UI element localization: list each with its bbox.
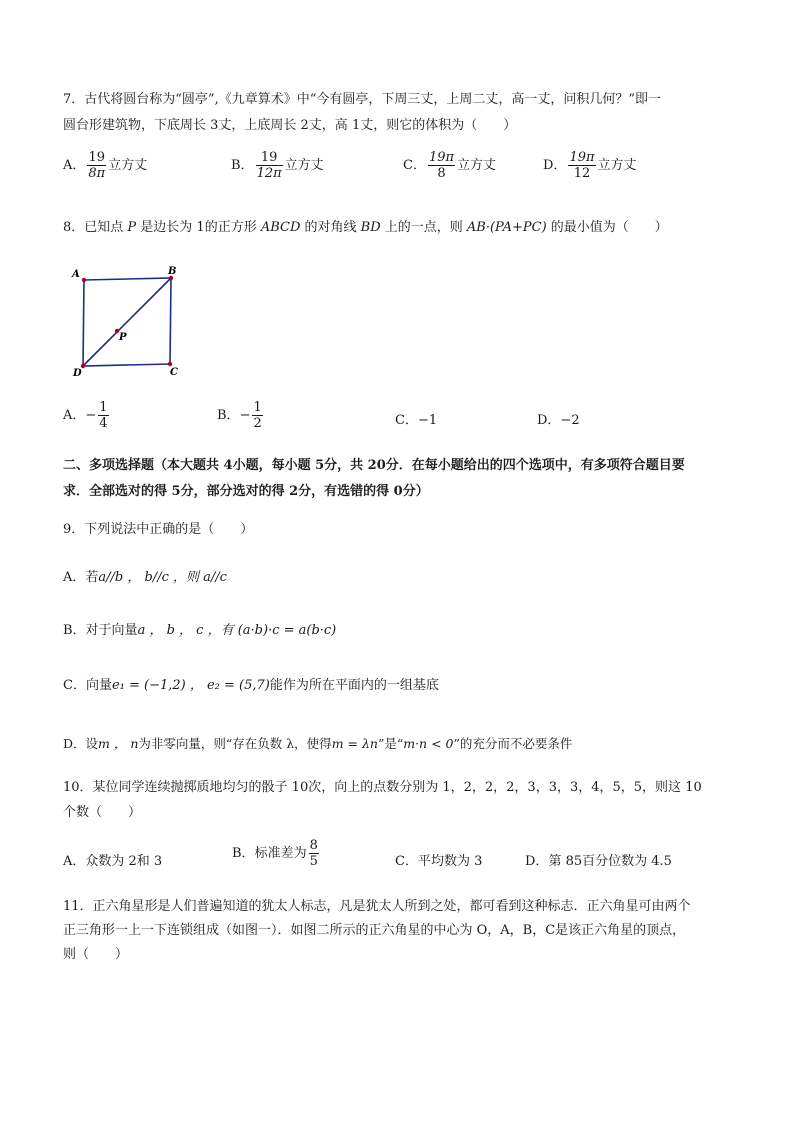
q8-stem: 8．已知点 P 是边长为 1的正方形 ABCD 的对角线 BD 上的一点，则 AB·(PA+PC) 的最小值为（ ） <box>63 220 668 235</box>
q7-option-b: B． $\frac{19}{12\pi}$ 立方丈 <box>231 150 324 181</box>
diagonal-bd <box>83 278 171 366</box>
label-a: A <box>72 269 80 280</box>
label-p: P <box>119 332 127 343</box>
section2-heading-line2: 求．全部选对的得 5分，部分选对的得 2分，有选错的得 0分） <box>63 484 429 499</box>
q7-option-a: A． $\frac{19}{8\pi}$ 立方丈 <box>63 150 148 181</box>
q7-option-c: C． $\frac{19\pi}{8}$ 立方丈 <box>403 150 497 181</box>
q10-option-b: B．标准差为 $\frac{8}{5}$ <box>232 838 318 869</box>
vertex-a-dot <box>82 278 86 282</box>
label-c: C <box>170 367 178 378</box>
q9-stem: 9．下列说法中正确的是（ ） <box>63 522 254 537</box>
section2-heading-line1: 二、多项选择题（本大题共 4小题，每小题 5分，共 20分．在每小题给出的四个选项中，有多项符合题目要 <box>63 458 685 473</box>
q10-option-d: D．第 85百分位数为 4.5 <box>525 854 672 869</box>
q7-stem-line1: 7．古代将圆台称为“圆亭”,《九章算术》中“今有圆亭，下周三丈，上周二丈，高一丈，问积几何？”即一 <box>63 92 661 107</box>
q8-vector-expression: AB·(PA+PC) <box>466 220 547 235</box>
q9-option-d: D．设m ， n为非零向量，则“存在负数 λ，使得m = λn”是“m·n < 0”的充分而不必要条件 <box>63 736 573 751</box>
q8-option-c: C．−1 <box>395 413 438 428</box>
label-b: B <box>168 266 177 277</box>
vertex-c-dot <box>168 362 172 366</box>
q9-option-c: C．向量e₁ = (−1,2) ， e₂ = (5,7)能作为所在平面内的一组基底 <box>63 678 439 693</box>
q9-option-a: A．若a//b ， b//c ，则 a//c <box>63 570 227 585</box>
q11-stem-line3: 则（ ） <box>63 947 129 962</box>
q10-stem-line2: 个数（ ） <box>63 805 142 820</box>
q10-option-c: C．平均数为 3 <box>395 854 483 869</box>
q8-option-d: D．−2 <box>537 413 580 428</box>
q7-stem-line2: 圆台形建筑物，下底周长 3丈，上底周长 2丈，高 1丈，则它的体积为（ ） <box>63 118 517 133</box>
q8-option-a: A．− $\frac{1}{4}$ <box>63 400 108 431</box>
label-d: D <box>73 368 82 379</box>
q7-option-d: D． $\frac{19\pi}{12}$ 立方丈 <box>543 150 637 181</box>
q9-option-b: B．对于向量a ， b ， c ，有 (a·b)·c = a(b·c) <box>63 623 337 638</box>
q11-stem-line2: 正三角形一上一下连锁组成（如图一）．如图二所示的正六角星的中心为 O，A，B，C是该正六角星的顶点， <box>63 923 686 938</box>
q10-stem-line1: 10．某位同学连续抛掷质地均匀的骰子 10次，向上的点数分别为 1，2，2，2，3，3，3，4，5，5，则这 10 <box>63 780 702 795</box>
q8-option-b: B．− $\frac{1}{2}$ <box>217 400 262 431</box>
q10-option-a: A．众数为 2和 3 <box>63 854 163 869</box>
square-diagram <box>66 263 186 381</box>
q11-stem-line1: 11．正六角星形是人们普遍知道的犹太人标志，凡是犹太人所到之处，都可看到这种标志．正六角星可由两个 <box>63 899 691 914</box>
